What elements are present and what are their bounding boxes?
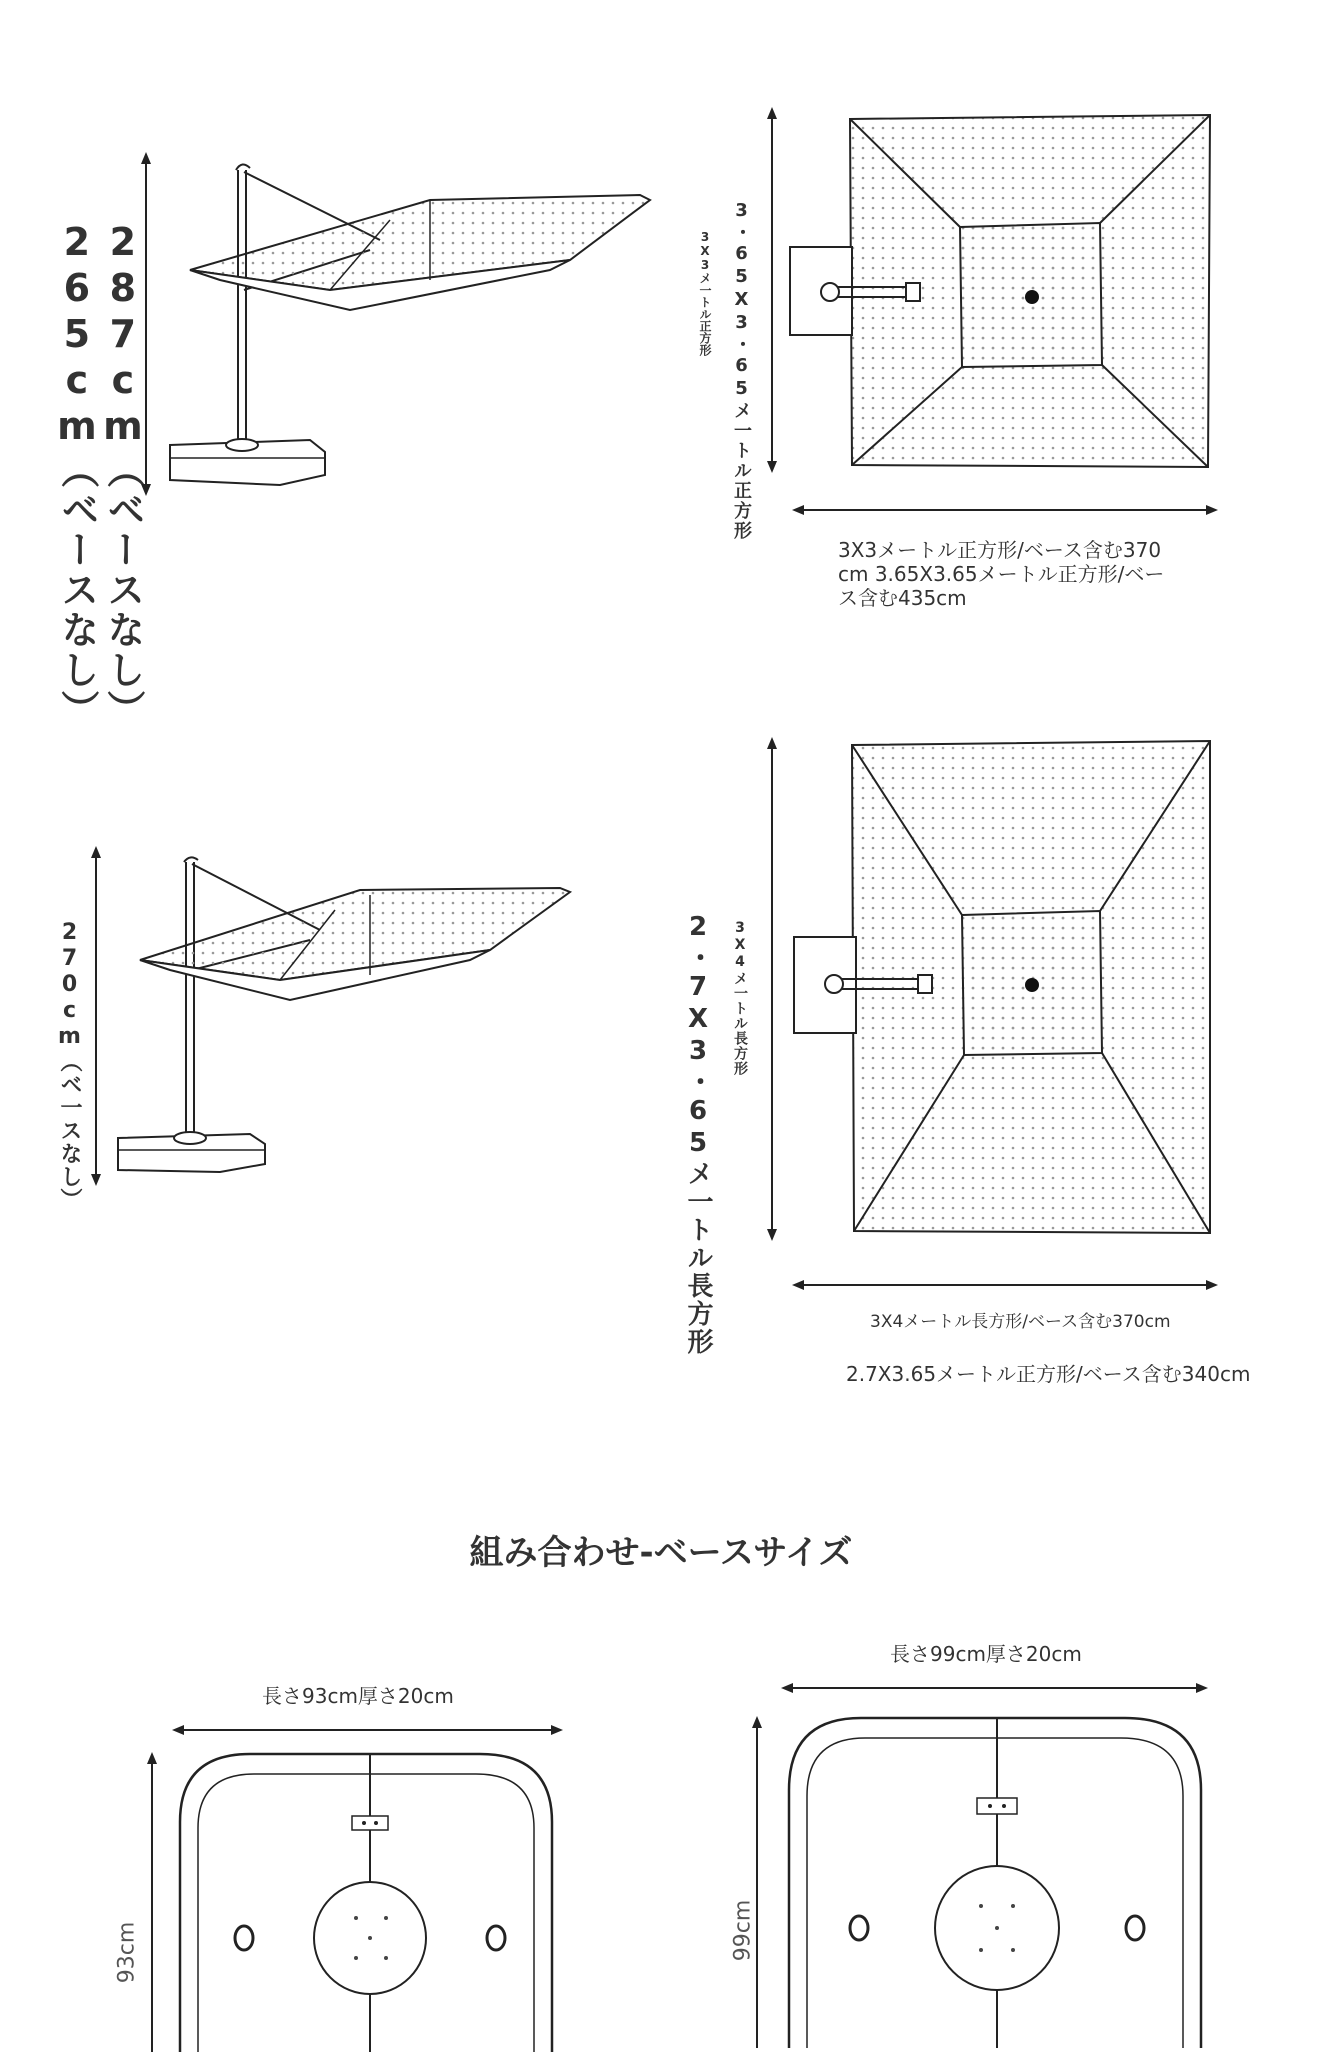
base-left-height-label: 93cm bbox=[114, 1921, 140, 1984]
base-left-width-label: 長さ93cm厚さ20cm bbox=[262, 1684, 454, 1708]
height-label-265: 265cm（ベースなし） bbox=[54, 220, 99, 730]
base-diagram-93 bbox=[140, 1712, 580, 2052]
canopy-top-view-rect bbox=[760, 735, 1220, 1295]
base-diagram-99 bbox=[745, 1670, 1205, 2050]
base-right-width-label: 長さ99cm厚さ20cm bbox=[890, 1642, 1082, 1666]
height-label-270: 270cm（ベ一スなし） bbox=[57, 920, 82, 1211]
mid-right-caption-1: 3X4メートル長方形/ベース含む370cm bbox=[870, 1312, 1171, 1332]
canopy-top-view-square bbox=[760, 105, 1220, 525]
mid-side-label-big: 2・7X3・65メ一トル長方形 bbox=[683, 912, 713, 1356]
top-right-caption: 3X3メートル正方形/ベース含む370 cm 3.65X3.65メートル正方形/ベース含む435cm bbox=[838, 538, 1165, 610]
base-right-height-label: 99cm bbox=[730, 1899, 756, 1962]
mid-side-label-small: 3X4メ一トル長方形 bbox=[732, 920, 748, 1076]
top-side-label-small: 3X3メ一トル正方形 bbox=[698, 230, 712, 356]
height-label-287: 287cm（ベースなし） bbox=[100, 220, 145, 730]
umbrella-side-view-top bbox=[130, 140, 650, 500]
top-side-label-big: 3・65X3・65メ一トル正方形 bbox=[731, 200, 752, 541]
umbrella-side-view-mid bbox=[90, 850, 610, 1190]
mid-right-caption-2: 2.7X3.65メートル正方形/ベース含む340cm bbox=[846, 1362, 1251, 1386]
section-title: 組み合わせ-ベースサイズ bbox=[469, 1533, 853, 1573]
